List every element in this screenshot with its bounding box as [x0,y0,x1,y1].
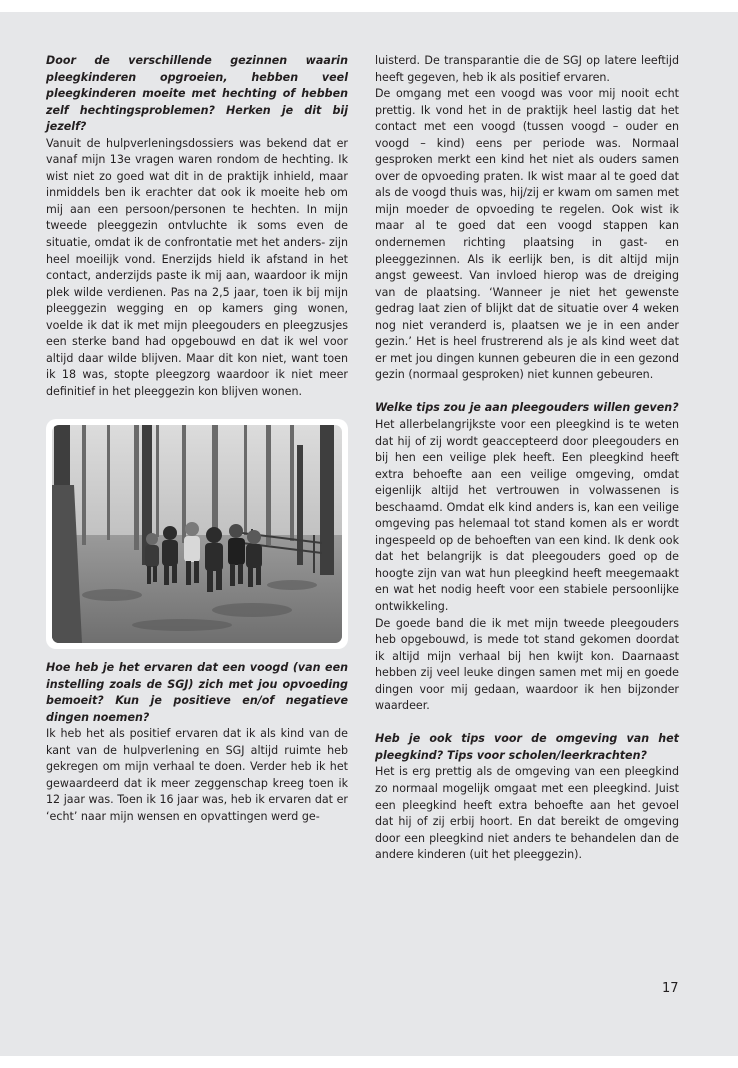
answer-voogd-continued: luisterd. De transparantie die de SGJ op latere leeftijd heeft gegeven, heb ik als positief ervaren. [375,54,679,84]
answer-tips-omgeving: Het is erg prettig als de omgeving van een pleegkind zo normaal mogelijk omgaat met een pleegkind. Juist een pleegkind heeft extra behoefte aan het gevoel dat hij of zij erbij hoort. En dat bereikt de omgeving door een pleegkind niet anders te behandelen dan de andere kinderen (uit het pleeggezin). [375,765,679,862]
question-tips-omgeving: Heb je ook tips voor de omgeving van het pleegkind? Tips voor scholen/leerkrachten? [375,732,679,762]
page-number: 17 [662,981,679,996]
answer-tips-pleegouders-paragraph-2: De goede band die ik met mijn tweede pleegouders heb opgebouwd, is mede tot stand gekomen doordat ik altijd mijn verhaal bij hen kwijt kon. Daarnaast hebben zij veel leuke dingen samen met mij en goede dingen voor mij gedaan, waardoor ik hen bijzonder waardeer. [375,616,679,713]
question-voogd: Hoe heb je het ervaren dat een voogd (van een instelling zoals de SGJ) zich met jou opvoeding bemoeit? Kun je positieve en/of negatieve dingen noemen? [46,660,348,724]
answer-voogd: Ik heb het als positief ervaren dat ik als kind van de kant van de hulpverlening en SGJ altijd ruimte heb gekregen om mijn verhaal te doen. Verder heb ik het gewaardeerd dat ik meer zeggenschap kreeg toen ik 12 jaar was. Toen ik 16 jaar was, heb ik ervaren dat er ‘echt’ naar mijn wensen en opvattingen werd ge- [46,727,348,823]
question-tips-pleegouders: Welke tips zou je aan pleegouders willen geven? [375,401,679,415]
answer-voogd-paragraph-2: De omgang met een voogd was voor mij nooit echt prettig. Ik vond het in de praktijk heel lastig dat het contact met een voogd (tussen voogd – ouder en voogd – kind) eens per periode was. Normaal gesproken merkt een kind het niet als ouders samen over de opvoeding praten. Ik wist maar al te goed dat als de voogd thuis was, hij/zij er kwam om samen met mijn moeder de opvoeding te regelen. Ook wist ik maar al te goed dat een voogd stappen kan ondernemen richting plaatsing in gast- en pleeggezinnen. Als ik eerlijk ben, is dit altijd mijn angst geweest. Van invloed hierop was de dreiging van de plaatsing. ‘Wanneer je niet het gewenste gedrag laat zien of blijkt dat de situatie over 4 weken nog niet veranderd is, plaatsen we je in een ander gezin.’ Het is heel frustrerend als je als kind weet dat er met jou dingen kunnen gebeuren die in een gezond gezin (normaal gesproken) niet kunnen gebeuren. [375,87,679,382]
answer-hechting: Vanuit de hulpverleningsdossiers was bekend dat er vanaf mijn 13e vragen waren rondom de hechting. Ik wist niet zo goed wat dit in de praktijk inhield, maar inmiddels ben ik erachter dat ook ik moeite heb om mij aan een persoon/personen te hechten. In mijn tweede pleeggezin ontvluchte ik soms even de situatie, omdat ik de confrontatie met het anders- zijn heel moeilijk vond. Enerzijds hield ik afstand in het contact, anderzijds paste ik mij aan, waardoor ik mijn plek wilde verdienen. Pas na 2,5 jaar, toen ik bij mijn pleeggezin wegging en op kamers ging wonen, voelde ik dat ik met mijn pleegouders en pleegzusjes een sterke band had opgebouwd en dat ik wel voor altijd daar wilde blijven. Maar dit kon niet, want toen ik 18 was, stopte pleegzorg waardoor ik niet meer definitief in het pleeggezin kon blijven wonen. [46,136,348,398]
left-column [46,53,348,825]
question-hechting: Door de verschillende gezinnen waarin pleegkinderen opgroeien, hebben veel pleegkinderen moeite met hechting of hebben zelf hechtingsproblemen? Herken je dit bij jezelf? [46,54,348,134]
right-column [375,53,679,864]
answer-tips-pleegouders: Het allerbelangrijkste voor een pleegkind is te weten dat hij of zij wordt geaccepteerd door pleegouders en bij hen een veilige plek heeft. Een pleegkind heeft extra behoefte aan een veilige omgeving, omdat eigenlijk altijd het vertrouwen in volwassenen is beschaamd. Omdat elk kind anders is, kan een veilige omgeving pas helemaal tot stand komen als er wordt ingespeeld op de behoeften van een kind. Ik denk ook dat het belangrijk is dat pleegouders goed op de hoogte zijn van wat hun pleegkind heeft meegemaakt en wat het nodig heeft voor een stabiele persoonlijke ontwikkeling. [375,417,679,613]
photo-image [52,425,342,643]
forest-children-photo [46,419,348,649]
